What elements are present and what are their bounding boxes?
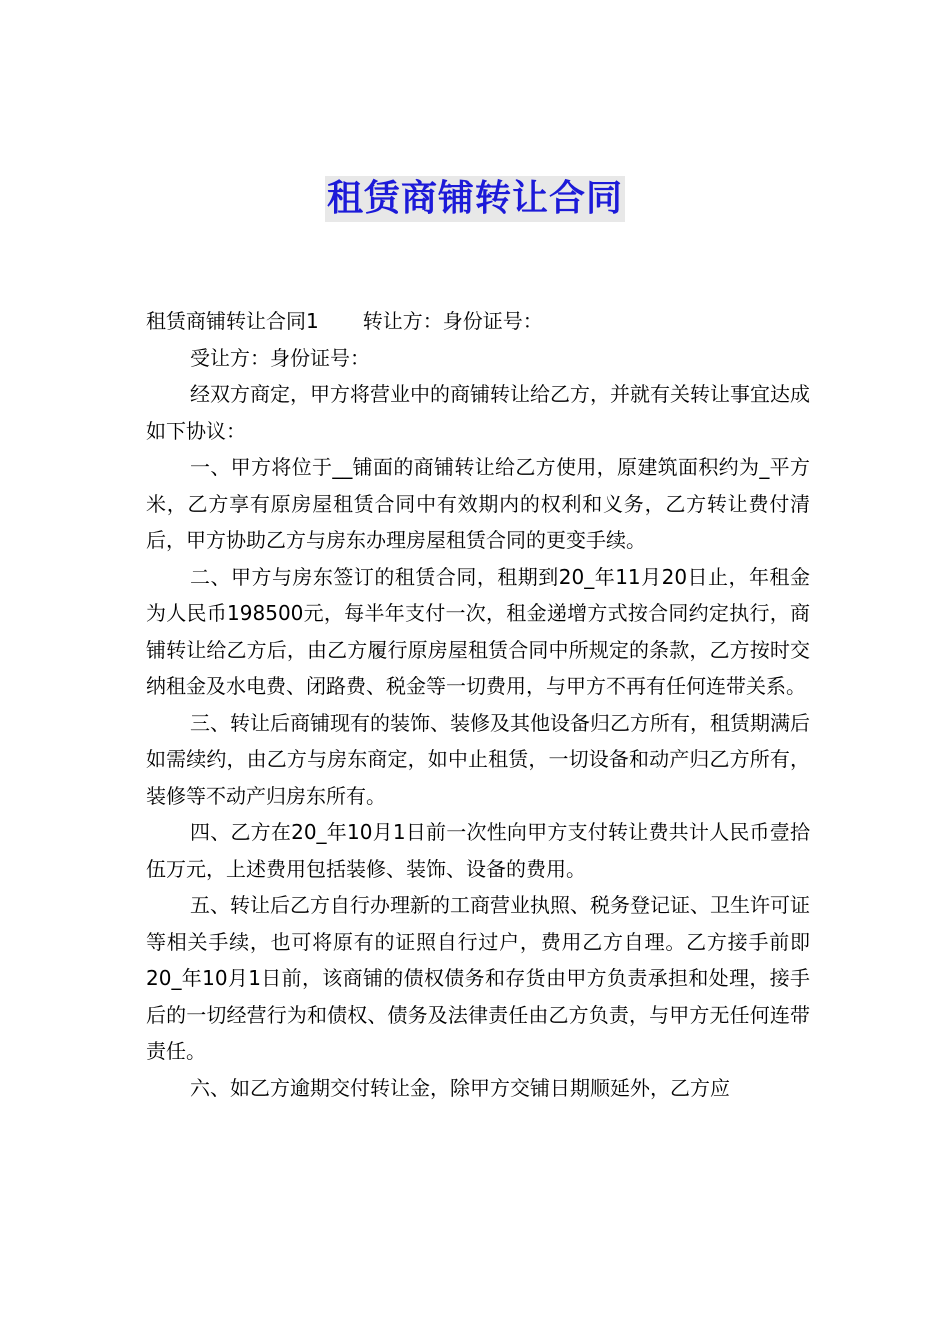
paragraph-intro: 经双方商定，甲方将营业中的商铺转让给乙方，并就有关转让事宜达成如下协议：	[146, 382, 810, 443]
paragraph-clause-1: 一、甲方将位于__铺面的商铺转让给乙方使用，原建筑面积约为_平方米，乙方享有原房屋租赁合同中有效期内的权利和义务，乙方转让费付清后，甲方协助乙方与房东办理房屋租赁合同的更变手续。	[146, 455, 810, 552]
paragraph-clause-2: 二、甲方与房东签订的租赁合同，租期到20_年11月20日止，年租金为人民币198500元，每半年支付一次，租金递增方式按合同约定执行，商铺转让给乙方后，由乙方履行原房屋租赁合同中所规定的条款，乙方按时交纳租金及水电费、闭路费、税金等一切费用，与甲方不再有任何连带关系。	[146, 564, 810, 698]
contract-heading: 租赁商铺转让合同1	[146, 309, 319, 333]
title-container	[0, 176, 950, 222]
first-line	[146, 303, 810, 340]
transferor-line: 转让方：身份证号：	[362, 309, 543, 333]
document-body	[146, 303, 810, 1106]
paragraph-clause-5: 五、转让后乙方自行办理新的工商营业执照、税务登记证、卫生许可证等相关手续，也可将原有的证照自行过户，费用乙方自理。乙方接手前即20_年10月1日前，该商铺的债权债务和存货由甲方负责承担和处理，接手后的一切经营行为和债权、债务及法律责任由乙方负责，与甲方无任何连带责任。	[146, 893, 810, 1063]
paragraph-clause-3: 三、转让后商铺现有的装饰、装修及其他设备归乙方所有，租赁期满后如需续约，由乙方与房东商定，如中止租赁，一切设备和动产归乙方所有，装修等不动产归房东所有。	[146, 710, 810, 808]
document-title: 租赁商铺转让合同	[325, 176, 625, 222]
paragraph-clause-6: 六、如乙方逾期交付转让金，除甲方交铺日期顺延外，乙方应	[190, 1075, 730, 1100]
paragraph-transferee: 受让方：身份证号：	[190, 345, 370, 370]
paragraph-clause-4: 四、乙方在20_年10月1日前一次性向甲方支付转让费共计人民币壹拾伍万元，上述费用包括装修、装饰、设备的费用。	[146, 820, 810, 881]
